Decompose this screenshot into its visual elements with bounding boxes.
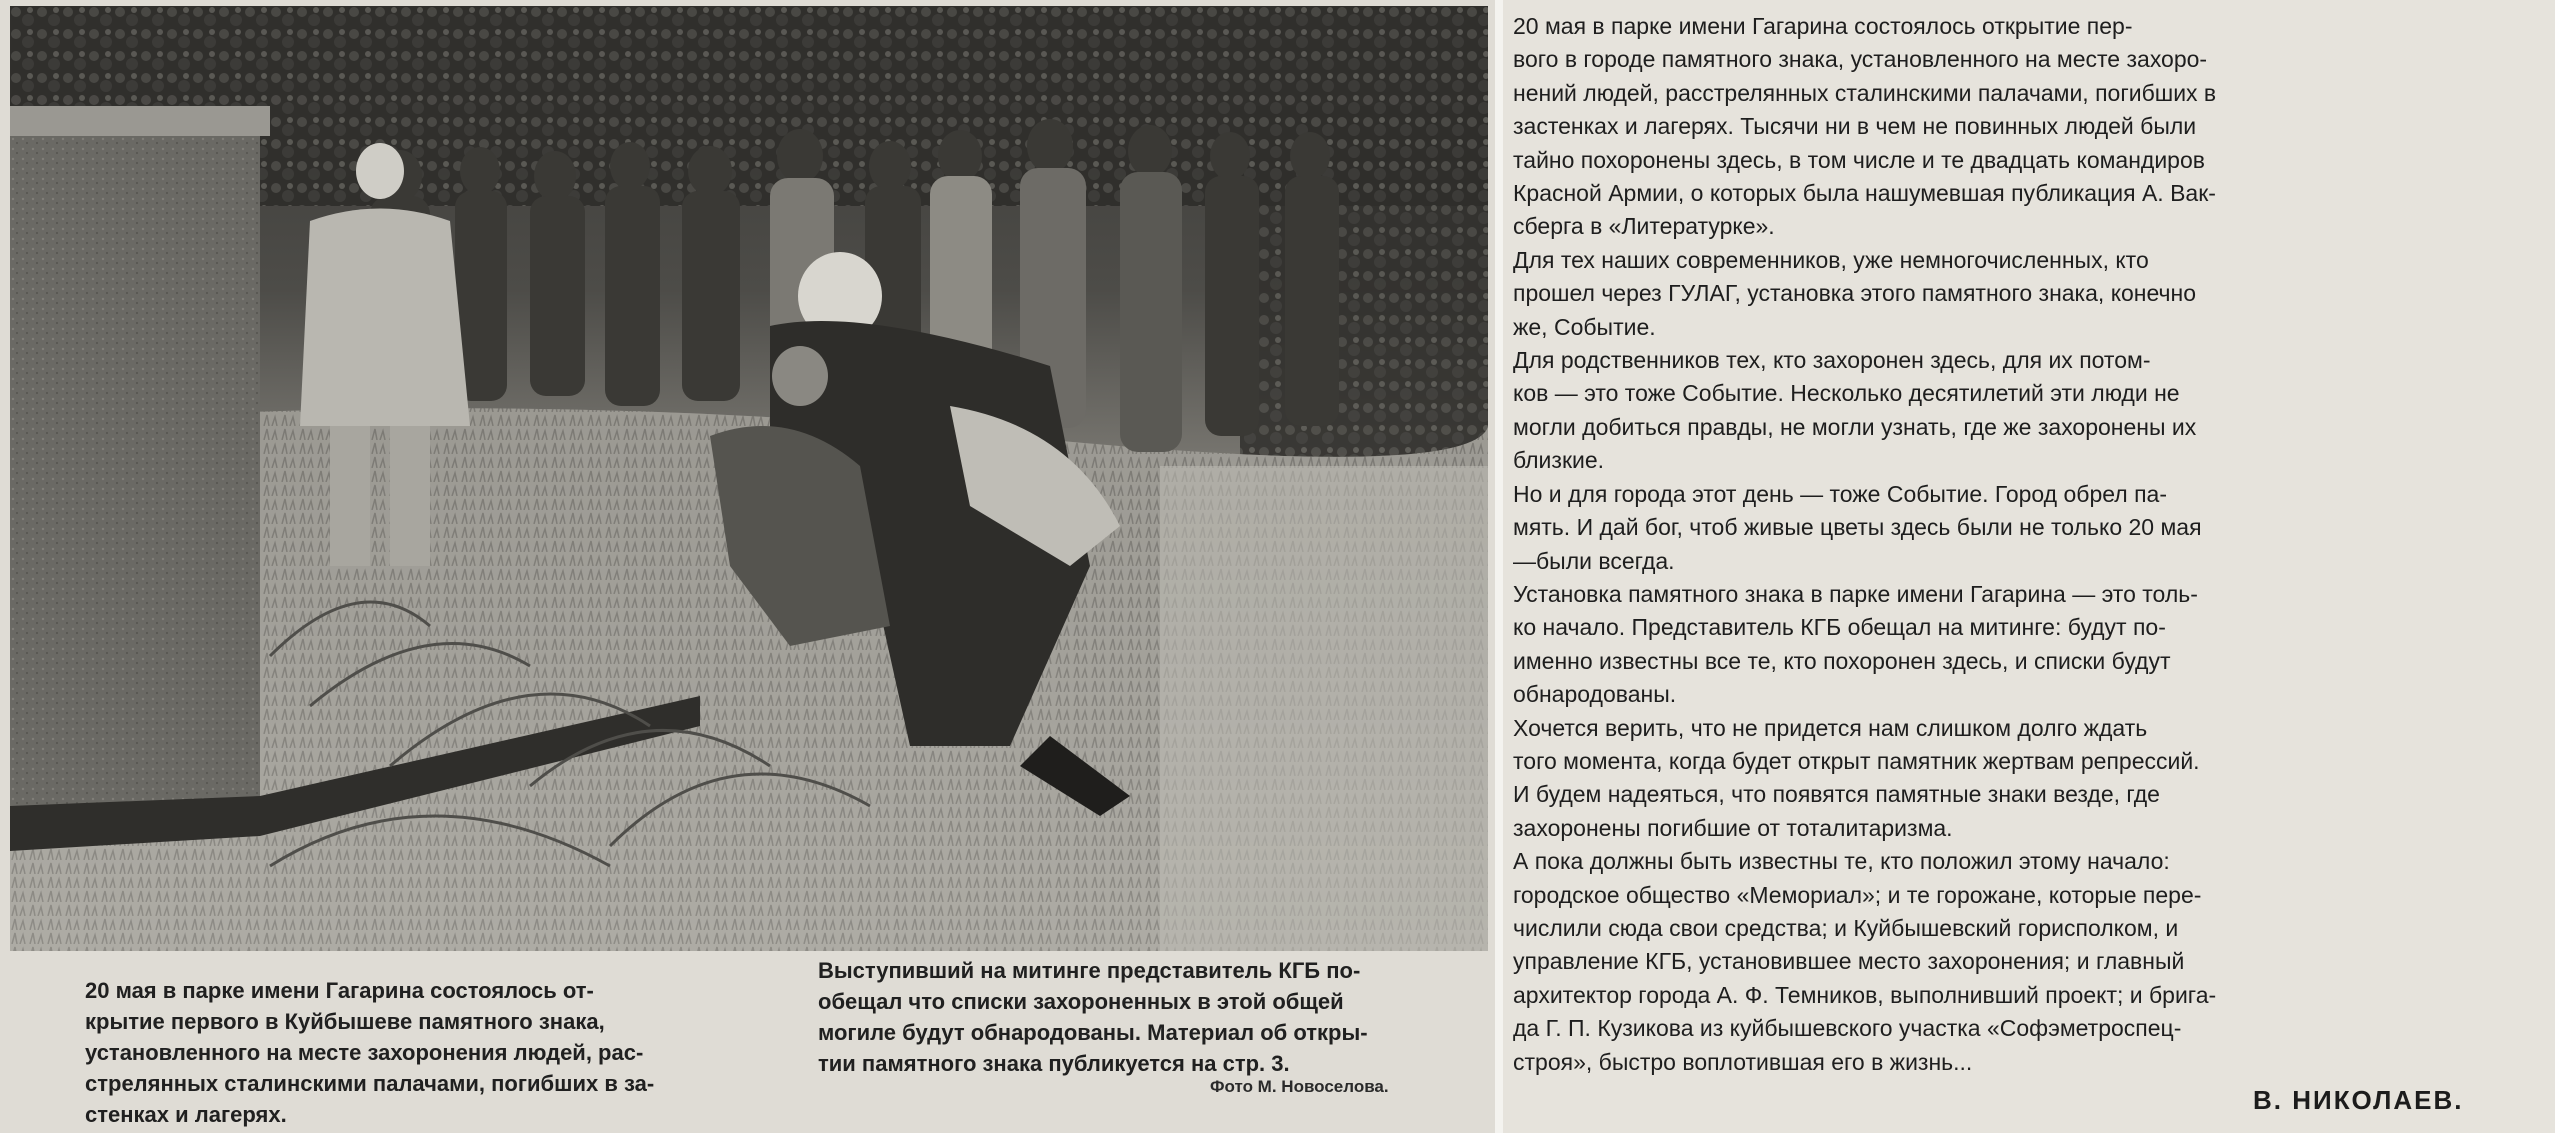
article-paragraph: Хочется верить, что не придется нам слишком долго ждать того момента, когда будет открыт памятник жертвам репрессий.: [1513, 714, 2200, 774]
article-clipping: [1503, 0, 2555, 1133]
author-byline: В. НИКОЛАЕВ.: [2253, 1085, 2464, 1115]
article-paragraph: Для тех наших современников, уже немногочисленных, кто прошел через ГУЛАГ, установка этого памятного знака, конечно же, Событие.: [1513, 246, 2197, 340]
article-paragraph: А пока должны быть известны те, кто положил этому начало: городское общество «Мемориал»; и те горожане, которые пере- числили сюда свои средства; и Куйбышевский горисполком, и управление КГБ, установившее место захоронения; и главный архитектор города А. Ф. Темников, выполнивший проект; и брига- да Г. П. Кузикова из куйбышевского участка «Софэметроспец- строя», быстро воплотившая его в жизнь...: [1513, 848, 2217, 1075]
article-body: [1513, 10, 2518, 1079]
memorial-photo: [10, 6, 1488, 951]
photo-illustration: [10, 6, 1488, 951]
article-paragraph: Но и для города этот день — тоже Событие. Город обрел па- мять. И дай бог, чтоб живые цветы здесь были не только 20 мая —были всегда.: [1513, 480, 2202, 574]
article-paragraph: 20 мая в парке имени Гагарина состоялось открытие пер- вого в городе памятного знака, установленного на месте захоро- нений людей, расстрелянных сталинскими палачами, погибших в застенках и лагерях. Тысячи ни в чем не повинных людей были тайно похоронены здесь, в том числе и те двадцать командиров Красной Армии, о которых была нашумевшая публикация А. Вак- сберга в «Литературке».: [1513, 13, 2217, 240]
photo-credit: Фото М. Новоселова.: [1210, 1077, 1389, 1096]
article-paragraph: Для родственников тех, кто захоронен здесь, для их потом- ков — это тоже Событие. Несколько десятилетий эти люди не могли добиться правды, не могли узнать, где же захоронены их близкие.: [1513, 347, 2197, 474]
photo-caption-right: Выступивший на митинге представитель КГБ по- обещал что списки захороненных в этой общей могиле будут обнародованы. Материал об откры- тии памятного знака публикуется на стр. 3.: [818, 958, 1368, 1076]
photo-caption-left: 20 мая в парке имени Гагарина состоялось от- крытие первого в Куйбышеве памятного знака, установленного на месте захоронения людей, рас- стрелянных сталинскими палачами, погибших в за- стенках и лагерях.: [85, 978, 655, 1127]
article-paragraph: И будем надеяться, что появятся памятные знаки везде, где захоронены погибшие от тоталитаризма.: [1513, 781, 2160, 841]
article-paragraph: Установка памятного знака в парке имени Гагарина — это толь- ко начало. Представитель КГБ обещал на митинге: будут по- именно известны все те, кто похоронен здесь, и списки будут обнародованы.: [1513, 580, 2198, 708]
clipping-divider: [1495, 0, 1503, 1133]
